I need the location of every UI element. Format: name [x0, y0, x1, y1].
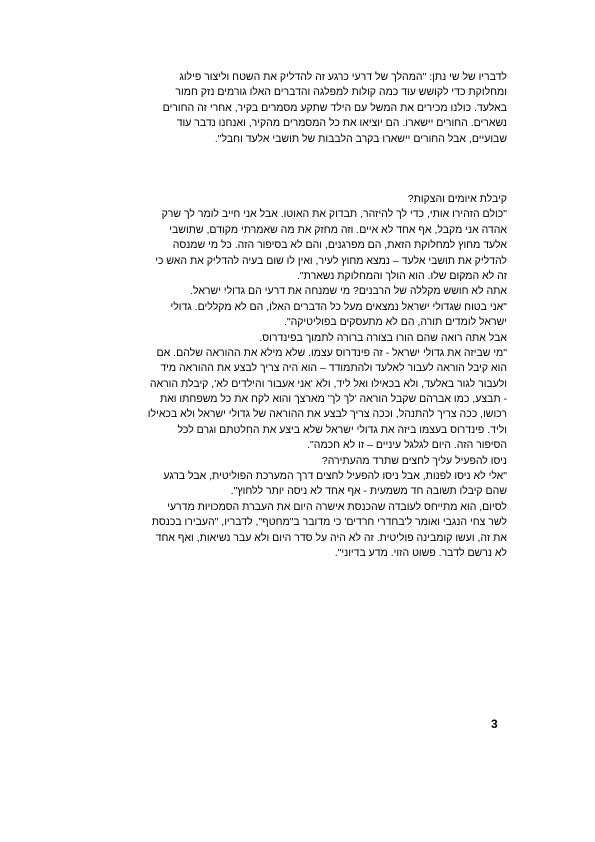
text-line: לשר צחי הנגבי ואומר ל'בחדרי חרדים' כי מדובר ב"מחטף", לדבריו, "העבירו בכנסת [151, 516, 507, 529]
text-line: לא נרשם לדבר. פשוט הזוי. מדע בדיוני". [334, 546, 507, 559]
text-line: לסיום, הוא מתייחס לעובדה שהכנסת אישרה היום את העברת הסמכויות מדרעי [167, 500, 507, 513]
text-line: אהדה אני מקבל, אף אחד לא איים. וזה מחזק את מה שאמרתי מקודם, שתושבי [169, 223, 507, 236]
text-line: הסיפור הזה. היום לגלגל עיניים – זו לא חכמה". [307, 439, 507, 452]
text-line: שהם קיבלו תשובה חד משמעית - אף אחד לא ניסה יותר ללחוץ". [230, 485, 507, 498]
text-line: רכושו, ככה צריך להתנהל, וככה צריך לבצע את ההוראה של גדולי ישראל ולא בכאילו [147, 408, 507, 421]
text-line: הוא קיבל הוראה לעבור לאלעד ולהתמודד – הוא היה צריך לבצע את ההוראה מיד [160, 362, 507, 375]
text-line: לדבריו של שי נתן: "המהלך של דרעי כרגע זה להדליק את השטח וליצור פילוג [179, 71, 507, 83]
text-line: אלעד מחוץ למחלוקת הזאת, הם מפרגנים, והם לא בסיפור הזה. כל מי שמנסה [172, 239, 507, 252]
text-line: נשארים. החורים יישארו. הם יוציאו את כל המסמרים מהקיר, ואנחנו נדבר עוד [176, 117, 507, 130]
text-line: "אני בטוח שגדולי ישראל נמצאים מעל כל הדברים האלו, הם לא מקללים. גדולי [170, 300, 507, 313]
question-line: אבל אתה רואה שהם הורו בצורה ברורה לתמוך בפינדרוס. [259, 331, 507, 344]
text-line: זה לא המקום שלו. הוא הולך והמחלוקת נשארת". [297, 269, 507, 282]
page-number: 3 [491, 717, 498, 731]
text-line: שבועיים, אבל החורים יישארו בקרב הלבבות של תושבי אלעד וחבל". [214, 132, 507, 145]
text-line: ומחלוקת כדי לקושש עוד כמה קולות למפלגה והדברים האלו גורמים נזק חמור [175, 86, 507, 99]
question-line: קיבלת איומים והצקות? [407, 193, 507, 205]
text-line: ישראל לומדים תורה, הם לא מתעסקים בפוליטיקה". [283, 316, 507, 329]
text-line: "כולם הזהירו אותי, כדי לך להיזהר, תבדוק את האוטו. אבל אני חייב לומר לך שרק [161, 208, 507, 221]
text-line: את זה, ועשו קומבינה פוליטית. זה לא היה על סדר היום ולא עבר נשיאות, ואף אחד [155, 531, 507, 544]
text-line: וליד. פינדרוס בעצמו ביזה את גדולי ישראל שלא ביצע את החלטתם וגרם לכל [177, 423, 507, 436]
question-line: ניסו להפעיל עליך לחצים שתרד מהעתירה? [321, 454, 507, 467]
question-line: אתה לא חושש מקללה של הרבנים? מי שמנחה את דרעי הם גדולי ישראל. [190, 285, 507, 298]
text-line: להדליק את תושבי אלעד – נמצא מחוץ לעיר, ואין לו שום בעיה להדליק את האש כי [155, 254, 507, 267]
text-line: ולעבור לגור באלעד, ולא בכאילו ואל ליד, ולא 'אני אעבור והילדים לא', קיבלת הוראה [149, 377, 507, 390]
text-line: באלעד. כולנו מכירים את המשל עם הילד שתקע מסמרים בקיר, אחרי זה החורים [162, 101, 507, 114]
paragraph-quote-shai-natan [80, 70, 507, 147]
text-line: "אלי לא ניסו לפנות, אבל ניסו להפעיל לחצים דרך המערכת הפוליטית, אבל ברגע [163, 470, 507, 483]
interview-body [80, 192, 507, 561]
text-line: - תבצע, כמו אברהם שקבל הוראה 'לך לך' מארצך והוא לקח את כל משפחתו ואת [159, 393, 507, 406]
text-line: "מי שביזה את גדולי ישראל - זה פינדרוס עצמו. שלא מילא את ההוראה שלהם. אם [156, 346, 507, 359]
